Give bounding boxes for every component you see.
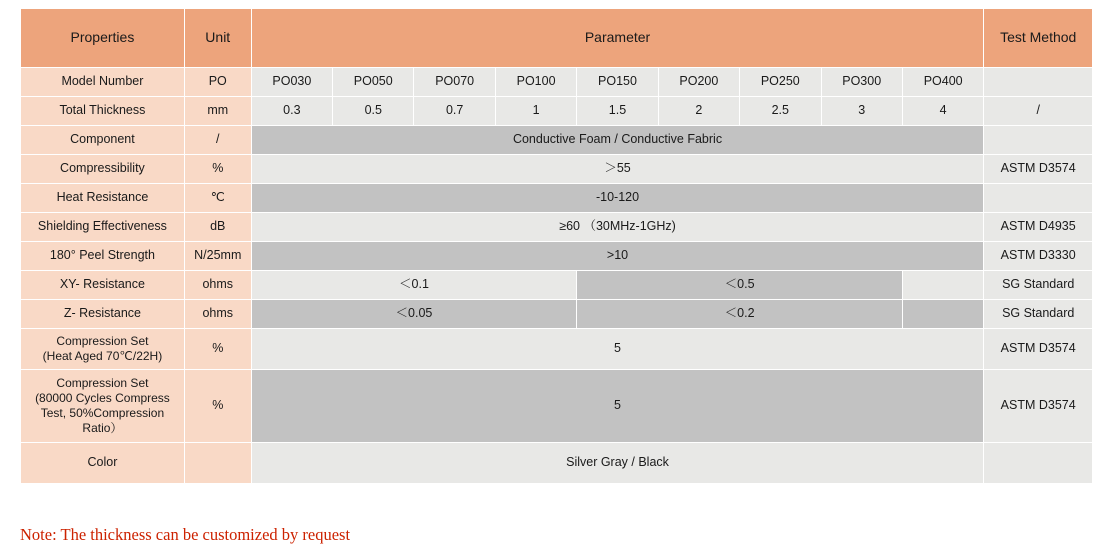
table-row bbox=[21, 300, 1093, 329]
row-label: Shielding Effectiveness bbox=[21, 213, 185, 242]
row-label-line4: Ratio） bbox=[82, 421, 123, 435]
cell-test-method: SG Standard bbox=[984, 271, 1093, 300]
row-label-line2: (Heat Aged 70℃/22H) bbox=[42, 349, 163, 363]
row-unit: / bbox=[184, 126, 251, 155]
cell-test-method: SG Standard bbox=[984, 300, 1093, 329]
cell-value: PO200 bbox=[658, 68, 739, 97]
row-label-line1: Compression Set bbox=[56, 376, 149, 390]
cell-value-merged: Silver Gray / Black bbox=[251, 443, 984, 484]
cell-value: 3 bbox=[821, 97, 902, 126]
cell-value-merged: Conductive Foam / Conductive Fabric bbox=[251, 126, 984, 155]
cell-value: PO050 bbox=[333, 68, 414, 97]
cell-test-method: ASTM D3574 bbox=[984, 155, 1093, 184]
row-unit: ℃ bbox=[184, 184, 251, 213]
cell-value: 0.7 bbox=[414, 97, 495, 126]
cell-value-split: ＜0.05 bbox=[251, 300, 577, 329]
cell-test-method bbox=[984, 443, 1093, 484]
cell-value-split: ＜0.1 bbox=[251, 271, 577, 300]
row-label: Model Number bbox=[21, 68, 185, 97]
row-label bbox=[21, 370, 185, 443]
table-row bbox=[21, 213, 1093, 242]
cell-value: 0.5 bbox=[333, 97, 414, 126]
cell-value: PO300 bbox=[821, 68, 902, 97]
cell-value-merged: >10 bbox=[251, 242, 984, 271]
row-unit: PO bbox=[184, 68, 251, 97]
table-row bbox=[21, 242, 1093, 271]
cell-value: 1.5 bbox=[577, 97, 658, 126]
row-label-line1: Compression Set bbox=[56, 334, 149, 348]
row-label: 180° Peel Strength bbox=[21, 242, 185, 271]
row-unit: % bbox=[184, 370, 251, 443]
cell-test-method bbox=[984, 68, 1093, 97]
header-test-method: Test Method bbox=[984, 9, 1093, 68]
row-label: Heat Resistance bbox=[21, 184, 185, 213]
row-unit: ohms bbox=[184, 271, 251, 300]
cell-test-method: ASTM D4935 bbox=[984, 213, 1093, 242]
row-label: Component bbox=[21, 126, 185, 155]
cell-test-method bbox=[984, 184, 1093, 213]
header-unit: Unit bbox=[184, 9, 251, 68]
table-row bbox=[21, 184, 1093, 213]
cell-test-method: ASTM D3574 bbox=[984, 370, 1093, 443]
cell-value-merged: ＞55 bbox=[251, 155, 984, 184]
cell-value: 0.3 bbox=[251, 97, 332, 126]
cell-value: 2 bbox=[658, 97, 739, 126]
row-label: Total Thickness bbox=[21, 97, 185, 126]
row-unit bbox=[184, 443, 251, 484]
cell-test-method: / bbox=[984, 97, 1093, 126]
cell-value-split: ＜0.2 bbox=[577, 300, 903, 329]
cell-value: PO250 bbox=[740, 68, 821, 97]
row-label: XY- Resistance bbox=[21, 271, 185, 300]
table-row bbox=[21, 443, 1093, 484]
cell-empty bbox=[902, 300, 983, 329]
table-header-row bbox=[21, 9, 1093, 68]
cell-value-split: ＜0.5 bbox=[577, 271, 903, 300]
cell-value: 2.5 bbox=[740, 97, 821, 126]
row-unit: % bbox=[184, 155, 251, 184]
cell-value: PO070 bbox=[414, 68, 495, 97]
cell-test-method bbox=[984, 126, 1093, 155]
row-unit: dB bbox=[184, 213, 251, 242]
cell-value: 4 bbox=[902, 97, 983, 126]
table-row bbox=[21, 329, 1093, 370]
cell-empty bbox=[902, 271, 983, 300]
note-text: Note: The thickness can be customized by request bbox=[20, 525, 351, 544]
table-row bbox=[21, 68, 1093, 97]
cell-value: 1 bbox=[495, 97, 576, 126]
header-parameter: Parameter bbox=[251, 9, 984, 68]
header-properties: Properties bbox=[21, 9, 185, 68]
row-unit: % bbox=[184, 329, 251, 370]
row-label-line2: (80000 Cycles Compress bbox=[35, 391, 170, 405]
cell-value-merged: -10-120 bbox=[251, 184, 984, 213]
cell-value: PO150 bbox=[577, 68, 658, 97]
table-row bbox=[21, 126, 1093, 155]
row-label: Color bbox=[21, 443, 185, 484]
cell-value-merged: 5 bbox=[251, 370, 984, 443]
row-label-line3: Test, 50%Compression bbox=[40, 406, 165, 420]
table-row bbox=[21, 155, 1093, 184]
cell-value-merged: ≥60 （30MHz-1GHz) bbox=[251, 213, 984, 242]
row-label: Compressibility bbox=[21, 155, 185, 184]
cell-value: PO100 bbox=[495, 68, 576, 97]
table-row bbox=[21, 370, 1093, 443]
cell-value: PO030 bbox=[251, 68, 332, 97]
cell-value: PO400 bbox=[902, 68, 983, 97]
row-label bbox=[21, 329, 185, 370]
cell-value-merged: 5 bbox=[251, 329, 984, 370]
cell-test-method: ASTM D3330 bbox=[984, 242, 1093, 271]
table-row bbox=[21, 271, 1093, 300]
specification-table bbox=[20, 8, 1093, 484]
row-unit: mm bbox=[184, 97, 251, 126]
row-unit: N/25mm bbox=[184, 242, 251, 271]
row-unit: ohms bbox=[184, 300, 251, 329]
table-row bbox=[21, 97, 1093, 126]
row-label: Z- Resistance bbox=[21, 300, 185, 329]
cell-test-method: ASTM D3574 bbox=[984, 329, 1093, 370]
